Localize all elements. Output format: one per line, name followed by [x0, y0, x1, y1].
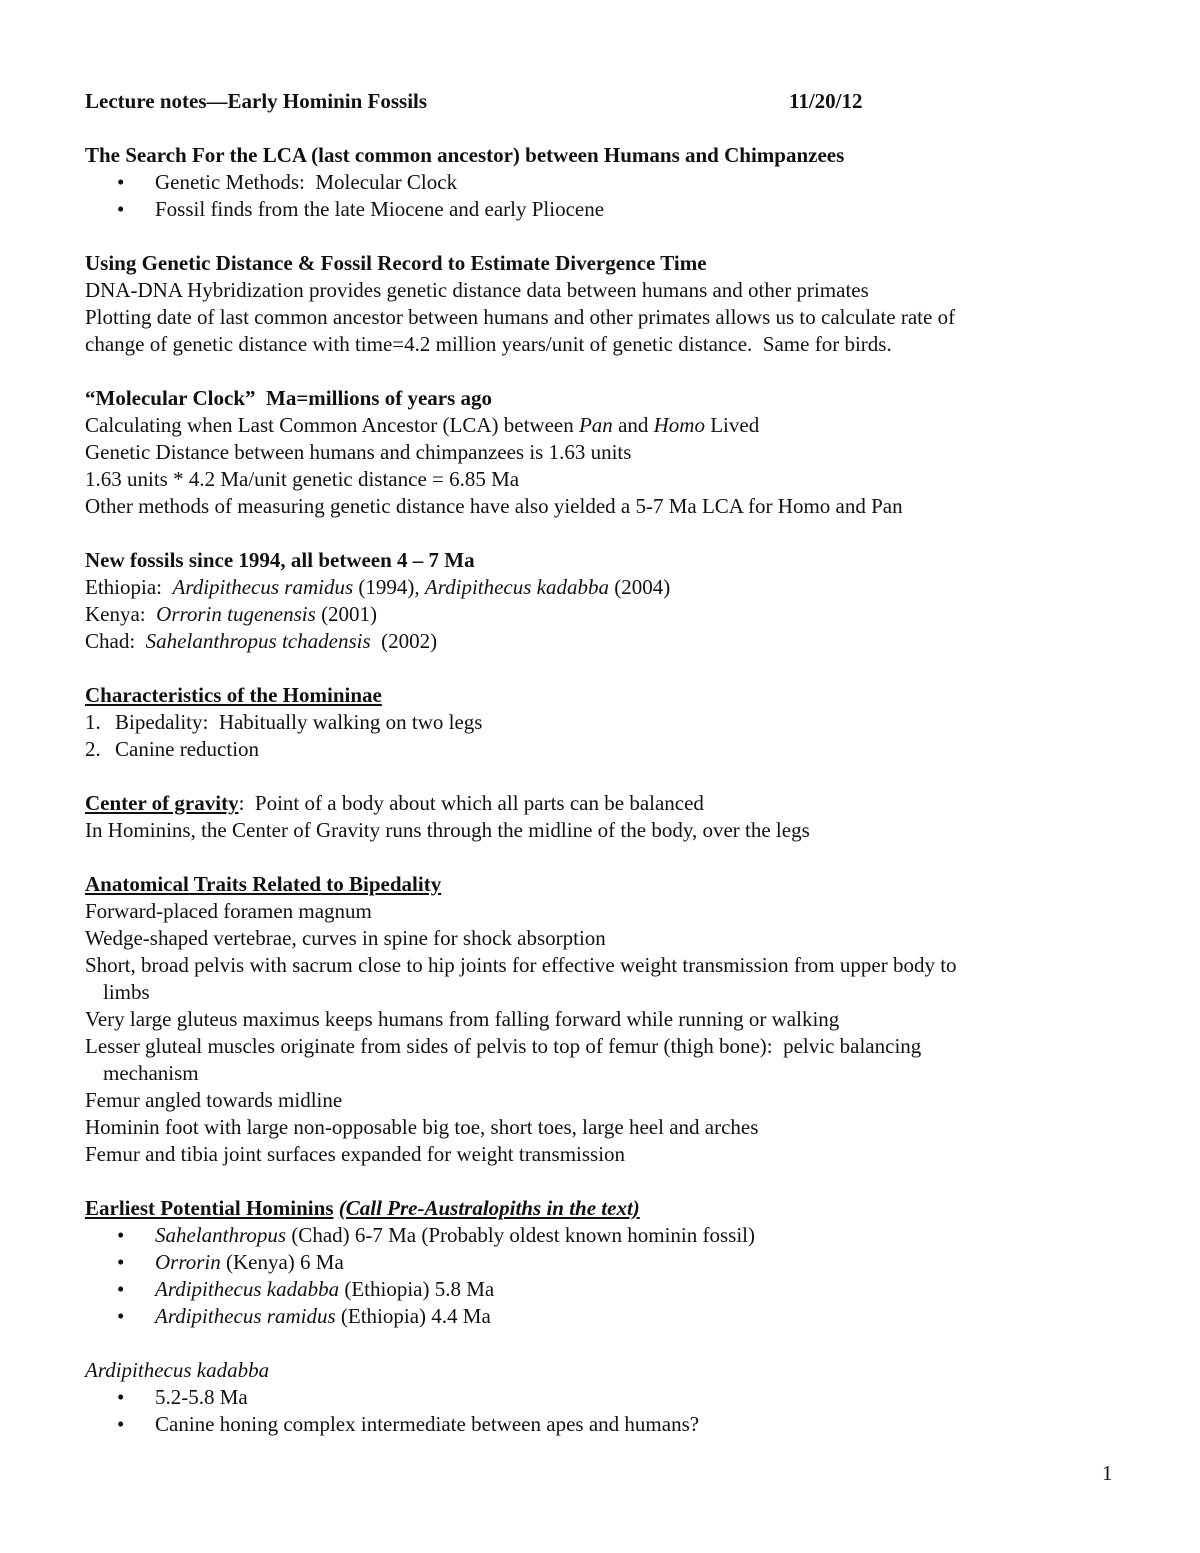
- text-line: Other methods of measuring genetic distance have also yielded a 5-7 Ma LCA for Homo and Pan: [85, 494, 903, 518]
- list-item: • Canine honing complex intermediate between apes and humans?: [117, 1412, 700, 1436]
- text-line: Lesser gluteal muscles originate from sides of pelvis to top of femur (thigh bone): pelvic balancing: [85, 1034, 922, 1058]
- section-heading-molecular-clock: “Molecular Clock” Ma=millions of years ago: [85, 386, 493, 410]
- section-heading-anatomical-traits: Anatomical Traits Related to Bipedality: [85, 872, 442, 896]
- bullet-icon: •: [117, 1223, 125, 1247]
- text-line: Calculating when Last Common Ancestor (LCA) between Pan and Homo Lived: [85, 413, 760, 437]
- genus-homo: Homo: [653, 413, 705, 437]
- bullet-icon: •: [117, 1385, 125, 1409]
- list-item: • Ardipithecus kadabba (Ethiopia) 5.8 Ma: [117, 1277, 495, 1301]
- text-line-continued: limbs: [103, 980, 150, 1004]
- numbered-item: 1. Bipedality: Habitually walking on two legs: [85, 710, 483, 734]
- title-row: [85, 88, 1115, 115]
- bullet-icon: •: [117, 1250, 125, 1274]
- section-heading-divergence-time: Using Genetic Distance & Fossil Record to Estimate Divergence Time: [85, 251, 707, 275]
- definition-line: Center of gravity: Point of a body about which all parts can be balanced: [85, 791, 704, 815]
- bullet-icon: •: [117, 197, 125, 221]
- text-line: In Hominins, the Center of Gravity runs through the midline of the body, over the legs: [85, 818, 810, 842]
- bullet-icon: •: [117, 170, 125, 194]
- section-heading-new-fossils: New fossils since 1994, all between 4 – 7 Ma: [85, 548, 475, 572]
- term-center-of-gravity: Center of gravity: [85, 791, 239, 815]
- section-heading-lca-search: The Search For the LCA (last common ancestor) between Humans and Chimpanzees: [85, 143, 845, 167]
- bullet-icon: •: [117, 1304, 125, 1328]
- section-heading-earliest-hominins: Earliest Potential Hominins (Call Pre-Australopiths in the text): [85, 1196, 640, 1220]
- list-item: • Fossil finds from the late Miocene and early Pliocene: [117, 197, 605, 221]
- genus-pan: Pan: [578, 413, 613, 437]
- text-line: Short, broad pelvis with sacrum close to hip joints for effective weight transmission from upper body to: [85, 953, 957, 977]
- text-line: Wedge-shaped vertebrae, curves in spine for shock absorption: [85, 926, 606, 950]
- text-line: Hominin foot with large non-opposable big toe, short toes, large heel and arches: [85, 1115, 759, 1139]
- section-heading-ardipithecus-kadabba: Ardipithecus kadabba: [85, 1358, 270, 1382]
- bullet-icon: •: [117, 1277, 125, 1301]
- list-item: • Sahelanthropus (Chad) 6-7 Ma (Probably oldest known hominin fossil): [117, 1223, 756, 1247]
- text-line: 1.63 units * 4.2 Ma/unit genetic distance = 6.85 Ma: [85, 467, 520, 491]
- list-item: • 5.2-5.8 Ma: [117, 1385, 248, 1409]
- page-number: 1: [1102, 1461, 1113, 1485]
- lecture-date: 11/20/12: [789, 89, 863, 113]
- document-body: [85, 88, 1115, 1438]
- text-line: DNA-DNA Hybridization provides genetic distance data between humans and other primates: [85, 278, 869, 302]
- text-line: change of genetic distance with time=4.2 million years/unit of genetic distance. Same for birds.: [85, 332, 892, 356]
- text-line: Femur angled towards midline: [85, 1088, 343, 1112]
- text-line-continued: mechanism: [103, 1061, 199, 1085]
- section-heading-characteristics: Characteristics of the Homininae: [85, 683, 382, 707]
- text-line: Forward-placed foramen magnum: [85, 899, 372, 923]
- page-title: Lecture notes—Early Hominin Fossils: [85, 89, 428, 113]
- list-item: • Genetic Methods: Molecular Clock: [117, 170, 458, 194]
- numbered-item: 2. Canine reduction: [85, 737, 260, 761]
- text-line: Femur and tibia joint surfaces expanded for weight transmission: [85, 1142, 626, 1166]
- text-line: Very large gluteus maximus keeps humans from falling forward while running or walking: [85, 1007, 840, 1031]
- text-line-ethiopia: Ethiopia: Ardipithecus ramidus (1994), Ardipithecus kadabba (2004): [85, 575, 671, 599]
- text-line: Genetic Distance between humans and chimpanzees is 1.63 units: [85, 440, 632, 464]
- bullet-icon: •: [117, 1412, 125, 1436]
- list-item: • Orrorin (Kenya) 6 Ma: [117, 1250, 344, 1274]
- text-line-kenya: Kenya: Orrorin tugenensis (2001): [85, 602, 378, 626]
- text-line-chad: Chad: Sahelanthropus tchadensis (2002): [85, 629, 438, 653]
- text-line: Plotting date of last common ancestor between humans and other primates allows us to calculate rate of: [85, 305, 956, 329]
- list-item: • Ardipithecus ramidus (Ethiopia) 4.4 Ma: [117, 1304, 491, 1328]
